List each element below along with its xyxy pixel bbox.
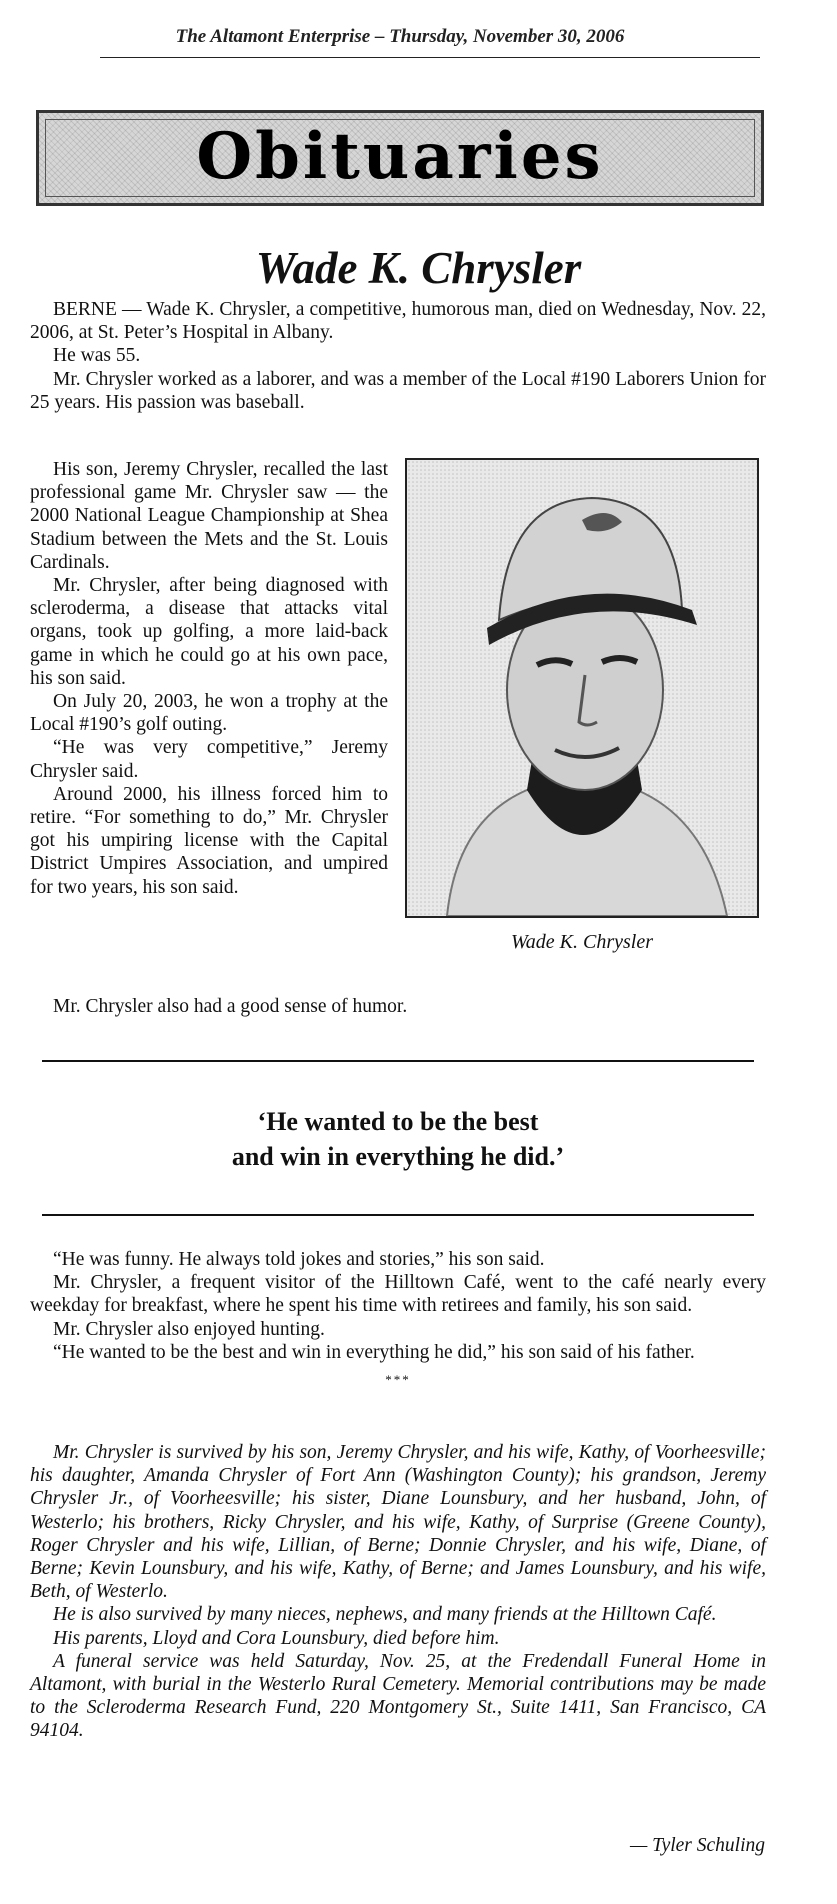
masthead-rule bbox=[100, 57, 760, 58]
column-paragraph: Mr. Chrysler also had a good sense of humor. bbox=[53, 996, 408, 1017]
column-paragraph: His son, Jeremy Chrysler, recalled the last professional game Mr. Chrysler saw — the 2000 National League Championship at Shea Stadium between the Mets and the St. Louis Cardinals. bbox=[30, 459, 388, 573]
pull-quote bbox=[42, 1104, 754, 1174]
obituary-headline: Wade K. Chrysler bbox=[255, 243, 582, 293]
left-column-text bbox=[30, 458, 388, 899]
lower-paragraph: Mr. Chrysler also enjoyed hunting. bbox=[53, 1318, 325, 1340]
section-title: Obituaries bbox=[196, 119, 604, 194]
masthead: The Altamont Enterprise – Thursday, November 30, 2006 bbox=[175, 26, 625, 47]
pull-quote-bottom-rule bbox=[42, 1214, 754, 1216]
portrait-illustration bbox=[407, 460, 757, 916]
column-paragraph: Mr. Chrysler, after being diagnosed with scleroderma, a disease that attacks vital organs, took up golfing, a more laid-back game in which he could go at his own pace, his son said. bbox=[30, 575, 388, 689]
column-paragraph: “He was very competitive,” Jeremy Chrysler said. bbox=[30, 737, 388, 782]
photo-caption: Wade K. Chrysler bbox=[510, 931, 654, 953]
pull-quote-top-rule bbox=[42, 1060, 754, 1062]
survivor-paragraph: His parents, Lloyd and Cora Lounsbury, died before him. bbox=[53, 1627, 500, 1649]
survivor-paragraph: He is also survived by many nieces, nephews, and many friends at the Hilltown Café. bbox=[53, 1604, 717, 1626]
lower-paragraph: “He wanted to be the best and win in everything he did,” his son said of his father. bbox=[53, 1341, 695, 1363]
pull-quote-line: ‘He wanted to be the best bbox=[257, 1107, 539, 1136]
byline: — Tyler Schuling bbox=[629, 1835, 765, 1856]
lower-text bbox=[30, 1248, 766, 1397]
lower-paragraph: “He was funny. He always told jokes and stories,” his son said. bbox=[53, 1249, 545, 1270]
closing-column-text bbox=[30, 995, 766, 1018]
survivors-text bbox=[30, 1441, 766, 1743]
section-banner bbox=[36, 110, 764, 206]
column-paragraph: On July 20, 2003, he won a trophy at the Local #190’s golf outing. bbox=[30, 691, 388, 736]
portrait-photo bbox=[405, 458, 759, 918]
pull-quote-line: and win in everything he did.’ bbox=[231, 1142, 565, 1171]
section-separator: *** bbox=[385, 1372, 411, 1388]
intro-paragraph: Mr. Chrysler worked as a laborer, and was a member of the Local #190 Laborers Union for 25 years. His passion was baseball. bbox=[30, 368, 766, 413]
survivor-paragraph: Mr. Chrysler is survived by his son, Jeremy Chrysler, and his wife, Kathy, of Voorheesville; his daughter, Amanda Chrysler of Fort Ann (Washington County); his grandson, Jeremy Chrysler Jr., of Voorheesville; his sister, Diane Lounsbury, and her husband, John, of Westerlo; his brothers, Ricky Chrysler, and his wife, Kathy, of Surprise (Greene County), Roger Chrysler and his wife, Lillian, of Berne; Donnie Chrysler, and his wife, Diane, of Berne; Kevin Lounsbury, and his wife, Kathy, of Berne; and James Lounsbury, and his wife, Beth, of Westerlo. bbox=[30, 1442, 766, 1603]
lower-paragraph: Mr. Chrysler, a frequent visitor of the Hilltown Café, went to the café nearly every weekday for breakfast, where he spent his time with retirees and family, his son said. bbox=[30, 1272, 766, 1317]
column-paragraph: Around 2000, his illness forced him to retire. “For something to do,” Mr. Chrysler got his umpiring license with the Capital District Umpires Association, and umpired for two years, his son said. bbox=[30, 783, 388, 898]
intro-paragraph: BERNE — Wade K. Chrysler, a competitive, humorous man, died on Wednesday, Nov. 22, 2006, at St. Peter’s Hospital in Albany. bbox=[30, 299, 766, 344]
intro-text bbox=[30, 298, 766, 414]
survivor-paragraph: A funeral service was held Saturday, Nov. 25, at the Fredendall Funeral Home in Altamont, with burial in the Westerlo Rural Cemetery. Memorial contributions may be made to the Scleroderma Research Fund, 220 Montgomery St., Suite 1411, San Francisco, CA 94104. bbox=[30, 1650, 766, 1742]
intro-paragraph: He was 55. bbox=[53, 345, 141, 367]
